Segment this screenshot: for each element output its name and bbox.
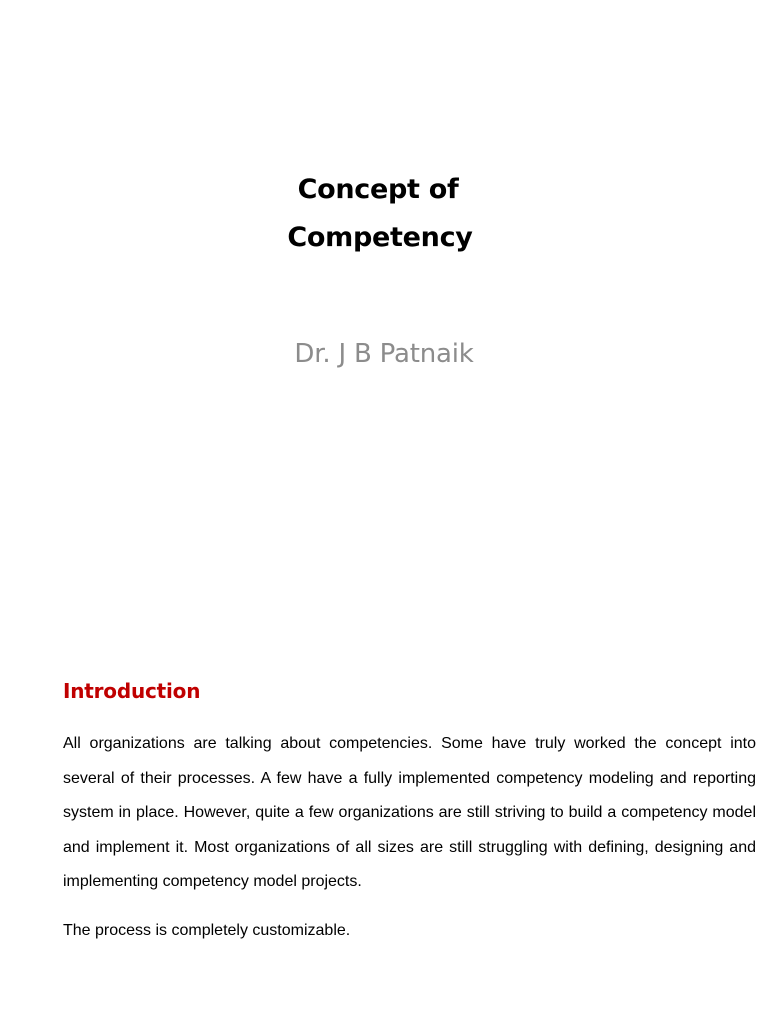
closing-paragraph: The process is completely customizable. bbox=[63, 922, 351, 939]
title-line-1: Concept of bbox=[297, 174, 459, 205]
document-title bbox=[0, 166, 768, 262]
introduction-paragraph: All organizations are talking about competencies. Some have truly worked the concept into several of their processes. A few have a fully implemented competency modeling and reporting system in place. However, quite a few organizations are still striving to build a competency model and implement it. Most organizations of all sizes are still struggling with defining, designing and implementing competency model projects. bbox=[63, 735, 756, 890]
author-name: Dr. J B Patnaik bbox=[294, 339, 474, 369]
introduction-heading: Introduction bbox=[63, 679, 201, 703]
title-line-2: Competency bbox=[287, 222, 473, 253]
